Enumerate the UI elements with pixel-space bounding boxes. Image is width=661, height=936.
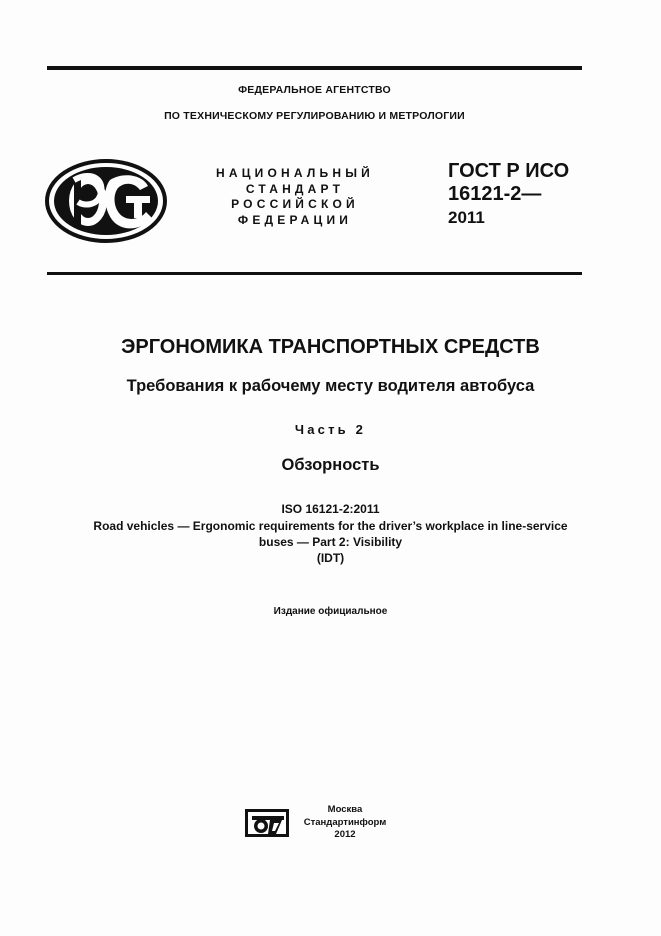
part-name: Обзорность <box>281 456 380 474</box>
publisher-city: Москва <box>327 804 363 815</box>
designation-line3: 2011 <box>448 208 485 227</box>
iso-equivalence: (IDT) <box>316 551 345 565</box>
designation-line2: 16121-2— <box>448 183 542 205</box>
standartinform-logo-icon <box>244 808 290 838</box>
rst-emblem-icon <box>44 158 168 244</box>
publisher-year: 2012 <box>334 829 356 840</box>
national-standard-line: ФЕДЕРАЦИИ <box>237 212 353 227</box>
agency-name-line1: ФЕДЕРАЛЬНОЕ АГЕНТСТВО <box>238 84 391 96</box>
publisher-info <box>300 804 390 842</box>
national-standard-label <box>200 166 390 228</box>
edition-label: Издание официальное <box>273 606 388 617</box>
national-standard-line: НАЦИОНАЛЬНЫЙ <box>215 166 375 180</box>
standard-designation <box>448 160 588 229</box>
document-title: ЭРГОНОМИКА ТРАНСПОРТНЫХ СРЕДСТВ <box>121 336 540 358</box>
part-label: Часть 2 <box>294 422 367 437</box>
document-subtitle: Требования к рабочему месту водителя автобуса <box>126 377 535 395</box>
national-standard-line: СТАНДАРТ <box>245 181 345 196</box>
designation-line1: ГОСТ Р ИСО <box>448 160 570 182</box>
middle-rule <box>47 272 582 275</box>
national-standard-line: РОССИЙСКОЙ <box>231 197 359 211</box>
iso-title-line2: buses — Part 2: Visibility <box>258 535 403 549</box>
iso-title-line1: Road vehicles — Ergonomic requirements for the driver’s workplace in line-service <box>93 519 568 533</box>
publisher-name: Стандартинформ <box>303 816 387 828</box>
agency-name-line2: ПО ТЕХНИЧЕСКОМУ РЕГУЛИРОВАНИЮ И МЕТРОЛОГИИ <box>164 110 465 122</box>
iso-code: ISO 16121-2:2011 <box>281 502 380 516</box>
top-rule <box>47 66 582 70</box>
